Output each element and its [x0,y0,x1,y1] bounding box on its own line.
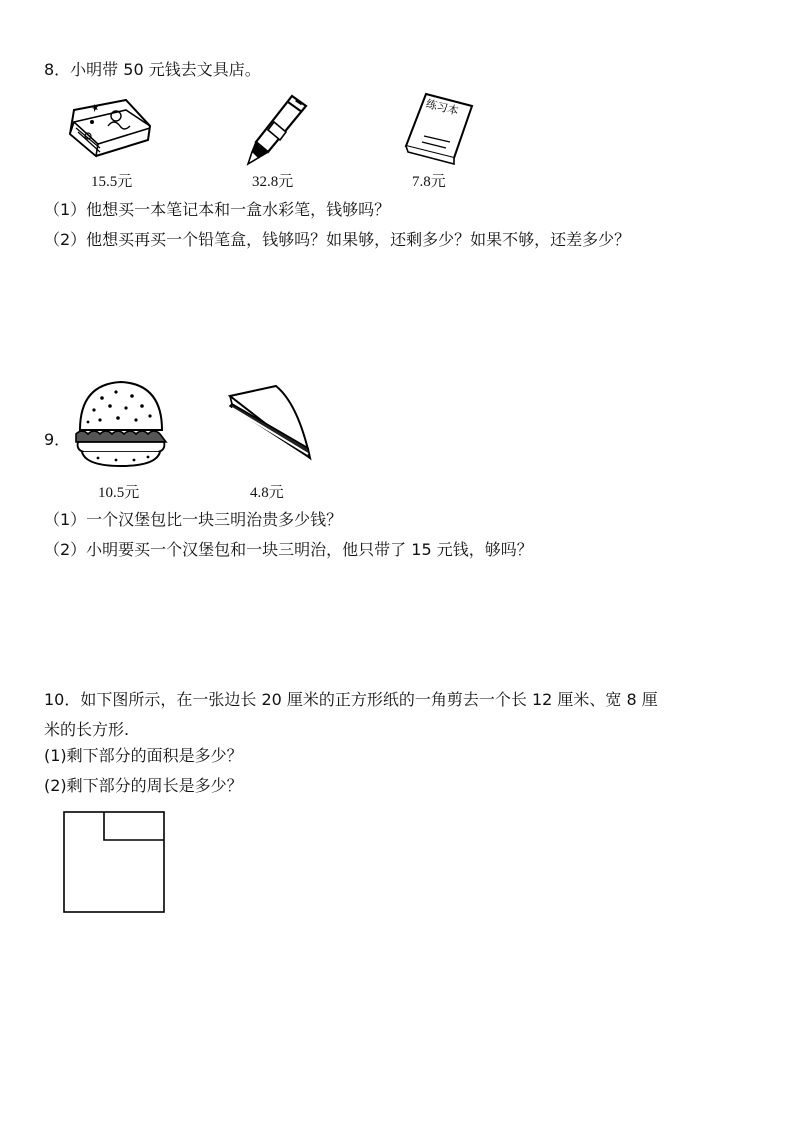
q9-sub-question-2: （2）小明要买一个汉堡包和一块三明治，他只带了 15 元钱，够吗？ [44,540,533,559]
q9-price-1: 10.5元 [98,485,140,501]
q10-sub-question-2: (2)剩下部分的周长是多少？ [44,776,243,795]
q8-price-3: 7.8元 [412,174,446,190]
q9-number: 9． [44,430,71,449]
cut-square-diagram [63,811,165,913]
hamburger-icon [72,378,170,470]
q8-stem: 8．小明带 50 元钱去文具店。 [44,60,261,79]
notebook-icon [402,92,478,162]
q9-sub-question-1: （1）一个汉堡包比一块三明治贵多少钱？ [44,510,343,529]
sandwich-icon [226,384,316,464]
notebook-cover-text: 练习本 [424,97,460,118]
q9-price-2: 4.8元 [250,485,284,501]
q10-stem-line-2: 米的长方形. [44,720,130,739]
watercolor-pen-icon [244,92,314,166]
q8-sub-question-2: （2）他想买再买一个铅笔盒，钱够吗？如果够，还剩多少？如果不够，还差多少？ [44,230,631,249]
q8-sub-question-1: （1）他想买一本笔记本和一盒水彩笔，钱够吗？ [44,200,391,219]
pencil-case-icon [66,96,156,162]
q8-price-2: 32.8元 [252,174,294,190]
q10-sub-question-1: (1)剩下部分的面积是多少？ [44,746,243,765]
q8-price-1: 15.5元 [91,174,133,190]
q10-stem-line-1: 10．如下图所示，在一张边长 20 厘米的正方形纸的一角剪去一个长 12 厘米、宽 8 厘 [44,690,658,709]
